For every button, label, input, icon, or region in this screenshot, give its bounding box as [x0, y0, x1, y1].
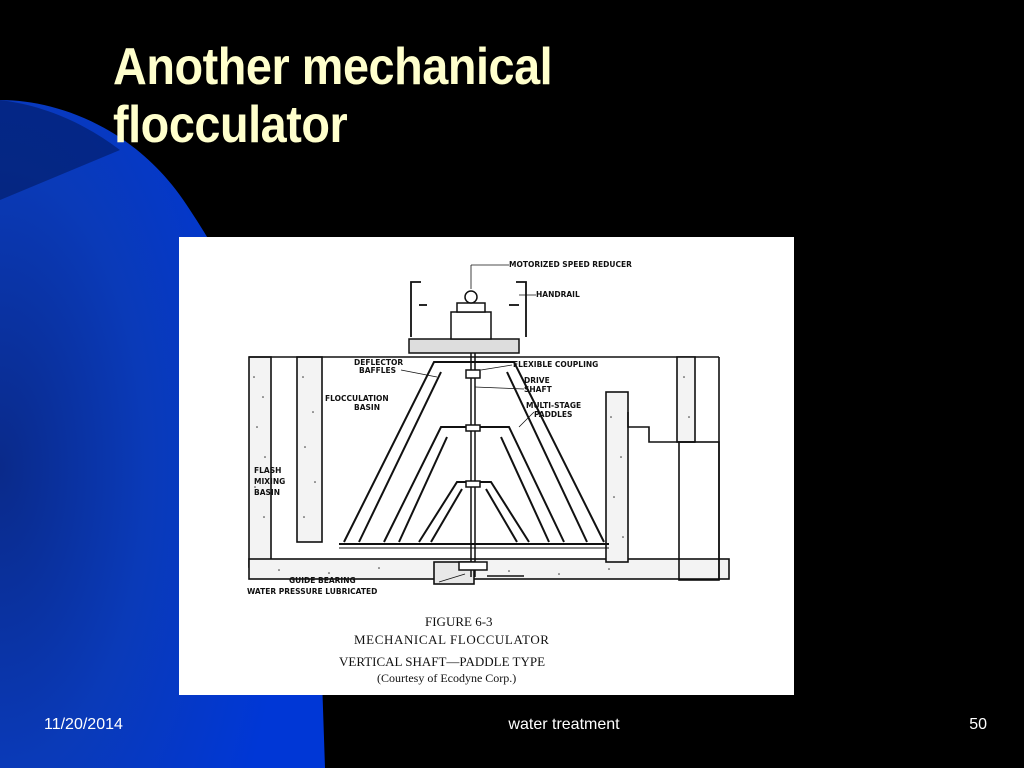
label-guide-bearing: GUIDE BEARING — [289, 576, 356, 585]
paddles — [344, 362, 604, 542]
footer-date: 11/20/2014 — [44, 716, 123, 733]
caption-courtesy: (Courtesy of Ecodyne Corp.) — [377, 671, 517, 685]
flocculator-diagram — [179, 237, 794, 695]
title-line-1: Another mechanical — [113, 38, 553, 96]
label-mixing: MIXING — [254, 477, 286, 486]
label-baffles: BAFFLES — [359, 366, 397, 375]
motorized-speed-reducer — [409, 291, 519, 353]
slide-title — [113, 38, 743, 154]
label-basin-2: BASIN — [254, 488, 280, 497]
label-handrail: HANDRAIL — [536, 290, 580, 299]
label-flash: FLASH — [254, 466, 282, 475]
label-water-pressure-lubricated: WATER PRESSURE LUBRICATED — [247, 587, 378, 596]
drive-shaft — [459, 347, 524, 577]
label-flexible-coupling: FLEXIBLE COUPLING — [513, 360, 599, 369]
flocculator-figure — [179, 237, 794, 695]
label-deflector: DEFLECTOR — [354, 358, 404, 367]
label-multi-stage: MULTI-STAGE — [526, 401, 582, 410]
label-motorized-speed-reducer: MOTORIZED SPEED REDUCER — [509, 260, 632, 269]
label-shaft: SHAFT — [524, 385, 552, 394]
title-line-2: flocculator — [113, 96, 348, 154]
caption-title: MECHANICAL FLOCCULATOR — [354, 632, 550, 647]
footer-title: water treatment — [508, 716, 620, 733]
caption-subtitle: VERTICAL SHAFT—PADDLE TYPE — [339, 654, 546, 669]
label-flocculation: FLOCCULATION — [325, 394, 389, 403]
footer-page-number: 50 — [969, 716, 987, 733]
label-paddles: PADDLES — [534, 410, 573, 419]
caption-figure-number: FIGURE 6-3 — [425, 614, 493, 629]
label-basin: BASIN — [354, 403, 380, 412]
basin-walls — [249, 357, 729, 584]
label-drive: DRIVE — [524, 376, 550, 385]
